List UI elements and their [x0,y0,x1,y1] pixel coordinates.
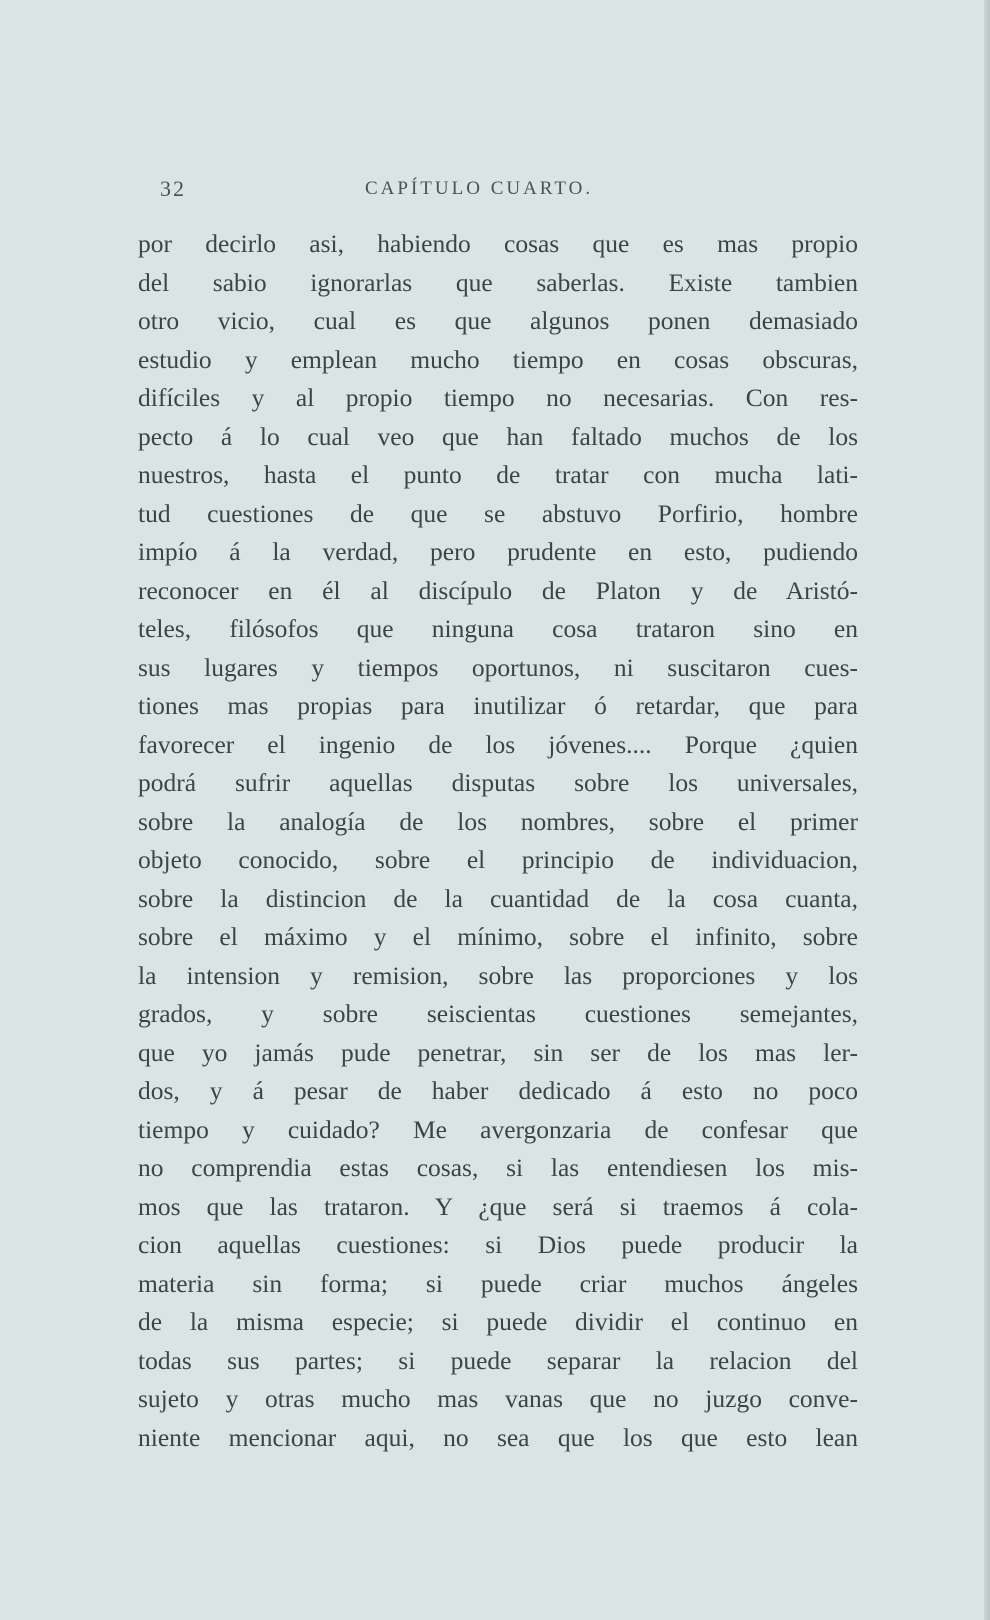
text-line: por decirlo asi, habiendo cosas que es mas propio [138,229,858,258]
text-line: sobre la analogía de los nombres, sobre el primer [138,806,858,836]
text-line: pecto á lo cual veo que han faltado muchos de los [138,421,858,451]
text-line: objeto conocido, sobre el principio de individuacion, [138,845,858,874]
text-line: todas sus partes; si puede separar la relacion del [138,1345,858,1375]
text-line: tiempo y cuidado? Me avergonzaria de confesar que [138,1114,858,1144]
text-line: que yo jamás pude penetrar, sin ser de los mas ler- [138,1037,858,1067]
text-line: dos, y á pesar de haber dedicado á esto no poco [138,1076,858,1105]
text-line: sobre la distincion de la cuantidad de la cosa cuanta, [138,883,858,913]
text-line: sujeto y otras mucho mas vanas que no juzgo conve- [138,1384,858,1413]
page-number: 32 [160,176,186,201]
body-text [138,225,858,1457]
text-line: nuestros, hasta el punto de tratar con mucha lati- [138,460,858,489]
text-line: podrá sufrir aquellas disputas sobre los universales, [138,768,858,797]
text-line: favorecer el ingenio de los jóvenes.... Porque ¿quien [138,729,858,759]
running-head: CAPÍTULO CUARTO. [365,178,594,199]
text-line: otro vicio, cual es que algunos ponen demasiado [138,306,858,335]
text-line: impío á la verdad, pero prudente en esto, pudiendo [138,537,858,566]
text-line: niente mencionar aqui, no sea que los que esto lean [138,1422,858,1452]
page-edge [984,0,990,1620]
text-line: sus lugares y tiempos oportunos, ni suscitaron cues- [138,652,858,682]
text-line: sobre el máximo y el mínimo, sobre el infinito, sobre [138,922,858,951]
text-line: de la misma especie; si puede dividir el continuo en [138,1307,858,1336]
text-line: no comprendia estas cosas, si las entendiesen los mis- [138,1153,858,1182]
text-line: la intension y remision, sobre las proporciones y los [138,960,858,990]
text-line: difíciles y al propio tiempo no necesarias. Con res- [138,383,858,412]
text-line: estudio y emplean mucho tiempo en cosas obscuras, [138,344,858,374]
text-line: teles, filósofos que ninguna cosa trataron sino en [138,614,858,643]
text-line: reconocer en él al discípulo de Platon y de Aristó- [138,575,858,605]
text-line: tiones mas propias para inutilizar ó retardar, que para [138,691,858,720]
text-line: tud cuestiones de que se abstuvo Porfirio, hombre [138,498,858,528]
text-line: grados, y sobre seiscientas cuestiones semejantes, [138,999,858,1028]
text-line: mos que las trataron. Y ¿que será si traemos á cola- [138,1191,858,1221]
page-header [160,176,860,210]
text-line: materia sin forma; si puede criar muchos ángeles [138,1268,858,1298]
text-line: cion aquellas cuestiones: si Dios puede producir la [138,1230,858,1259]
text-line: del sabio ignorarlas que saberlas. Existe tambien [138,267,858,297]
